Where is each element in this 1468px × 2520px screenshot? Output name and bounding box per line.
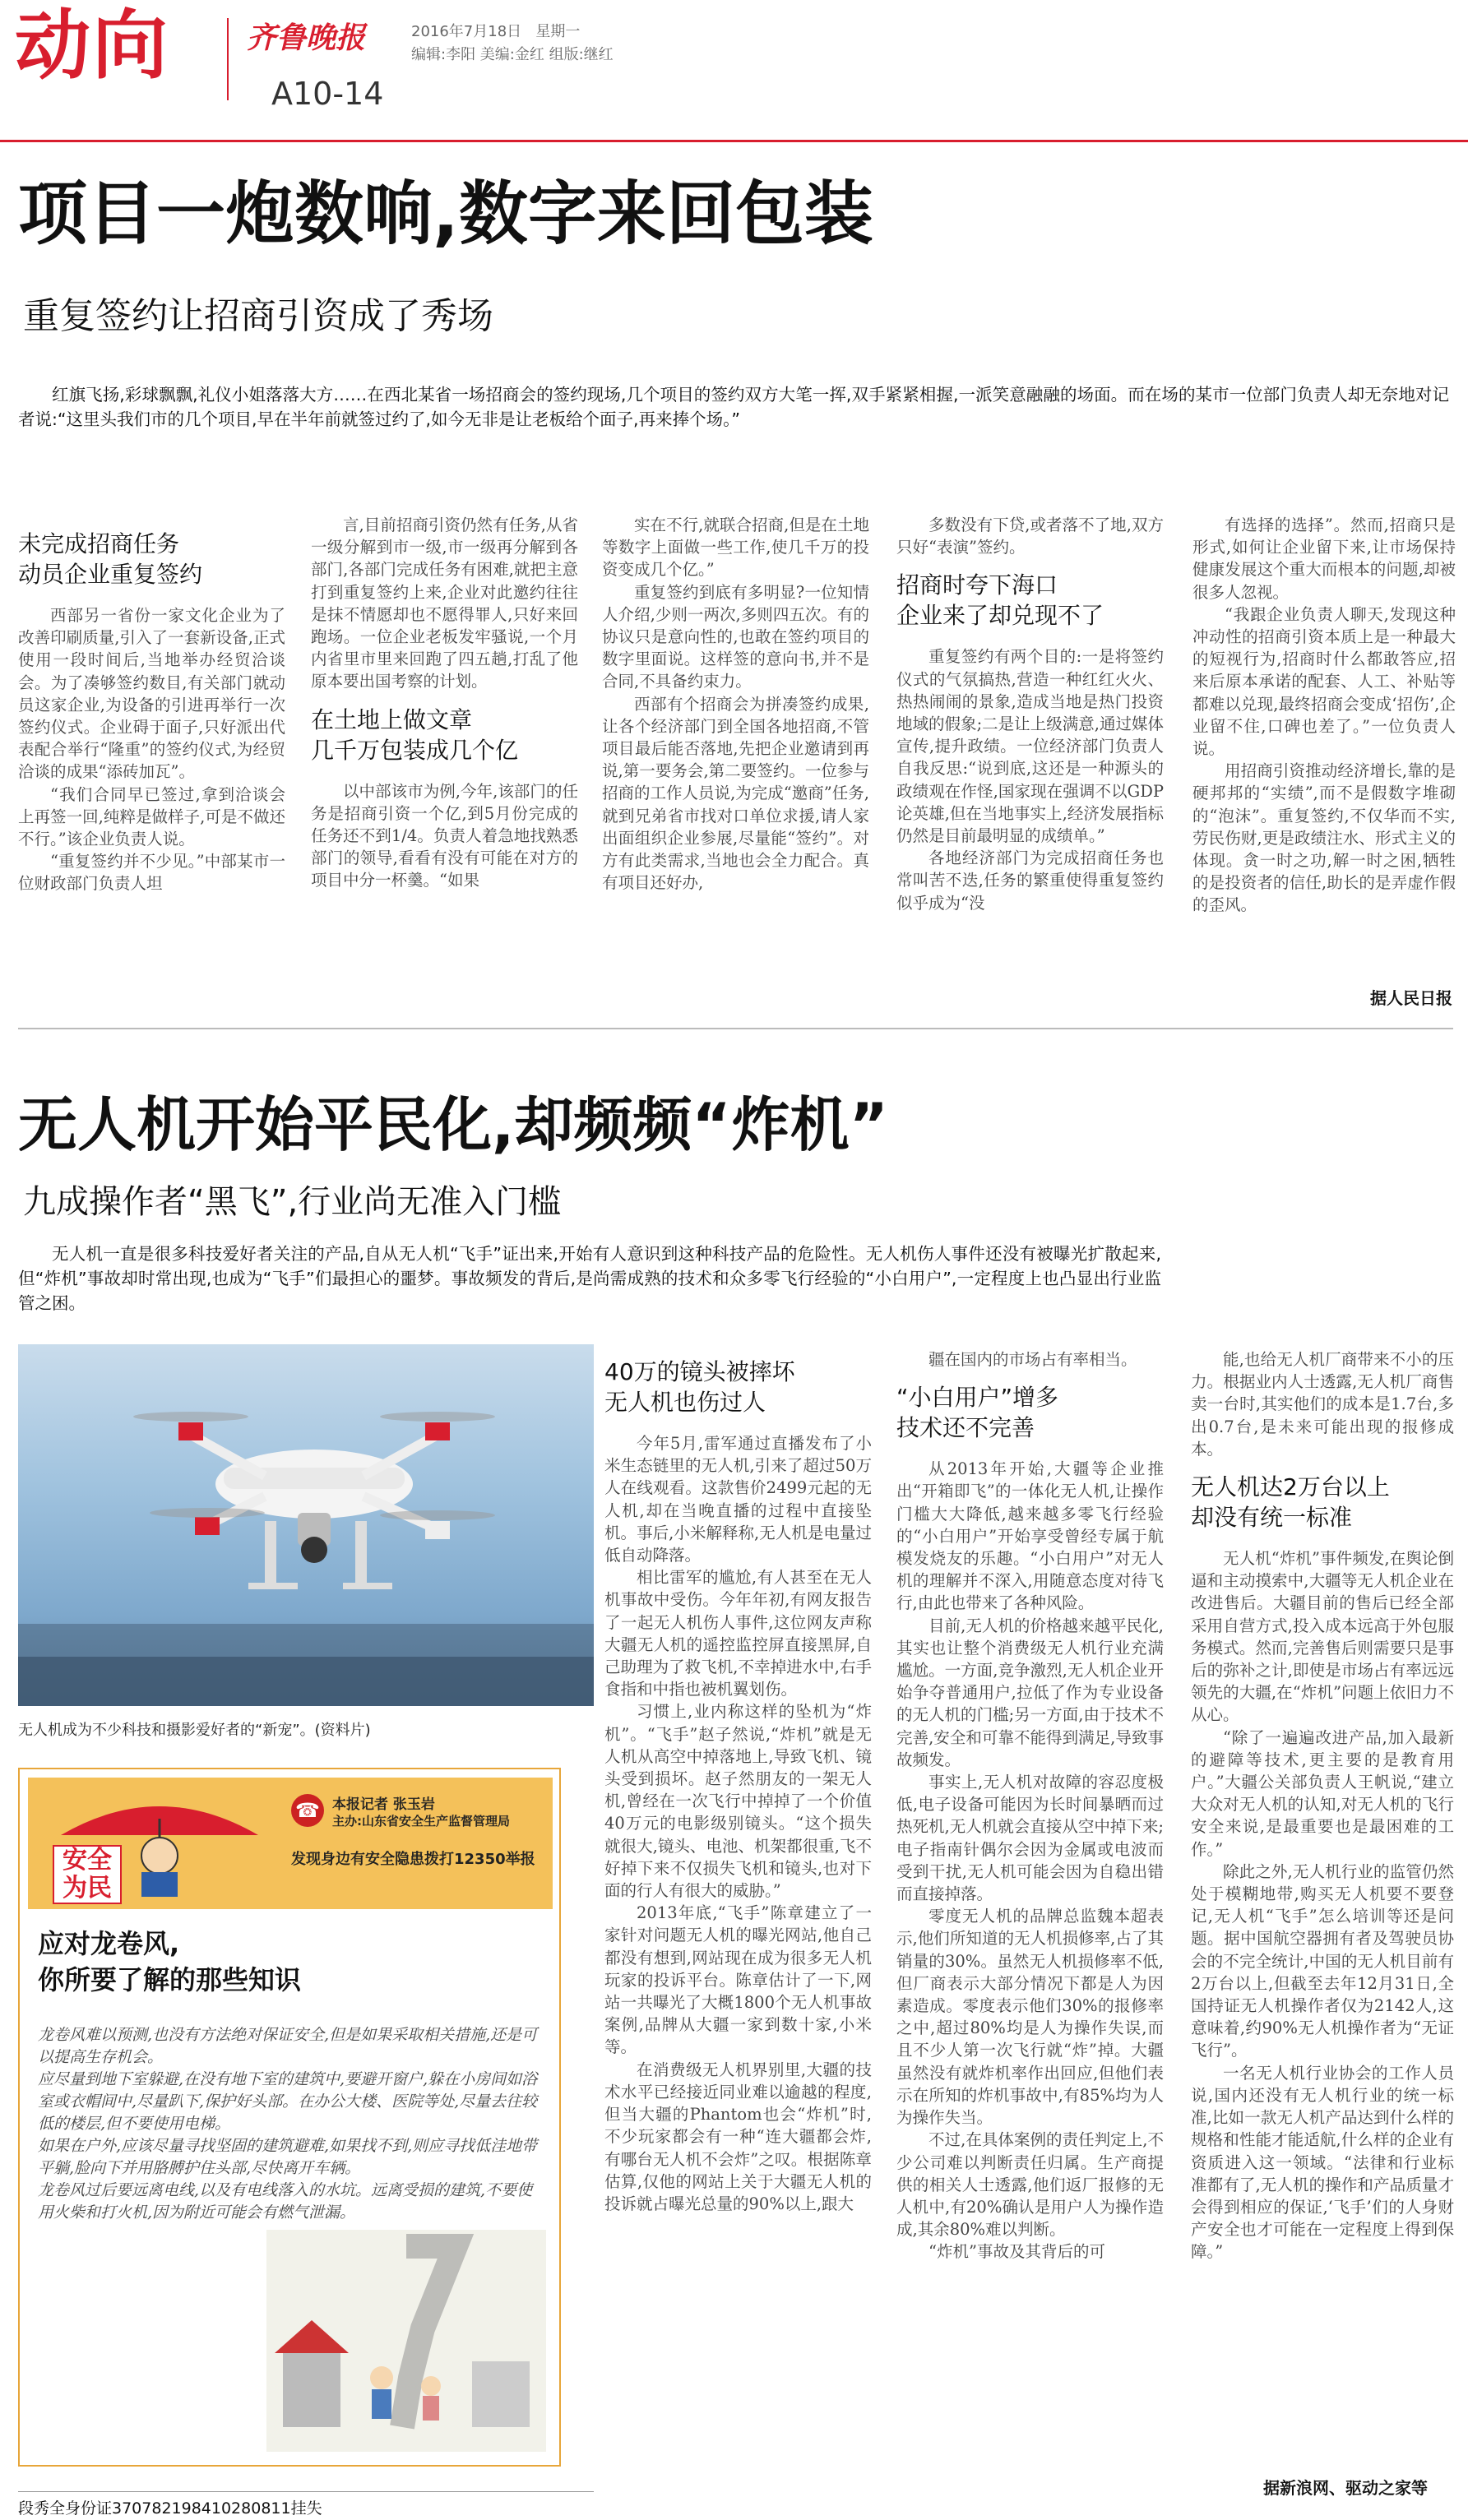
a1-col3 (602, 514, 869, 1007)
a1-col2-body (311, 514, 578, 693)
a1-subhead-2: 在土地上做文章 几千万包装成几个亿 (311, 705, 519, 764)
paragraph: 不过,在具体案例的责任判定上,不少公司难以判断责任归属。生产商提供的相关人士透露,他们返厂报修的无人机中,有20%确认是用户人为操作造成,其余80%难以判断。 (896, 2130, 1164, 2240)
article2-title: 无人机开始平民化,却频频“炸机” (18, 1090, 888, 1159)
a1-col3-body (602, 514, 869, 894)
paragraph: 实在不行,就联合招商,但是在土地等数字上面做一些工作,使几千万的投资变成几个亿。” (602, 516, 869, 580)
a1-col4b-body (896, 645, 1164, 913)
a2-col1 (604, 1348, 872, 2483)
page-number: A10-14 (271, 76, 384, 112)
paragraph: 从2013年开始,大疆等企业推出“开箱即飞”的一体化无人机,让操作门槛大大降低,越来越多零飞行经验的“小白用户”开始享受曾经专属于航模发烧友的乐趣。“小白用户”对无人机的理解并不深入,用随意态度对待飞行,由此也带来了各种风险。 (896, 1459, 1164, 1613)
a1-col5-body (1192, 514, 1456, 917)
tornado-cartoon (266, 2230, 546, 2452)
a1-credit: 据人民日报 (1365, 985, 1452, 1009)
a1-col2b-body (311, 780, 578, 892)
a2-col2b-body (896, 1458, 1164, 2263)
paragraph: 各地经济部门为完成招商任务也常叫苦不迭,任务的繁重使得重复签约似乎成为“没 (896, 848, 1164, 913)
paragraph: 西部另一省份一家文化企业为了改善印刷质量,引入了一套新设备,正式使用一段时间后,当地举办经贸洽谈会。为了凑够签约数目,有关部门就动员这家企业,为设备的引进再举行一次签约仪式。企业碍于面子,只好派出代表配合举行“隆重”的签约仪式,为经贸洽谈的成果“添砖加瓦”。 (18, 606, 285, 782)
a2-col1-body (604, 1432, 872, 2215)
paragraph: 龙卷风过后要远离电线,以及有电线落入的水坑。远离受损的建筑,不要使用火柴和打火机,因为附近可能会有燃气泄漏。 (38, 2181, 533, 2222)
paragraph: 一名无人机行业协会的工作人员说,国内还没有无人机行业的统一标准,比如一款无人机产品达到什么样的规格和性能才能适航,什么样的企业有资质进入这一领域。“法律和行业标准都有了,无人机的操作和产品质量才会得到相应的保证,‘飞手’们的人身财产安全也才可能在一定程度上得到保障。” (1191, 2063, 1454, 2262)
paragraph: 事实上,无人机对故障的容忍度极低,电子设备可能因为长时间暴晒而过热死机,无人机就会直接从空中掉下来;电子指南针偶尔会因为金属或电波而受到干扰,无人机可能会因为自稳出错而直接掉落。 (896, 1773, 1164, 1904)
paragraph: “炸机”事故及其背后的可 (928, 2242, 1105, 2262)
masthead-divider (227, 18, 229, 100)
drone-photo (18, 1344, 594, 1706)
paragraph: 疆在国内的市场占有率相当。 (928, 1350, 1137, 1369)
footer-notice: 段秀全身份证370782198410280811挂失 (18, 2499, 322, 2518)
a2-subhead-2: “小白用户”增多 技术还不完善 (896, 1384, 1059, 1442)
weekday-text: 星期一 (535, 23, 581, 40)
paragraph: 重复签约到底有多明显?一位知情人介绍,少则一两次,多则四五次。有的协议只是意向性的,也敢在签约项目的数字里面说。这样签的意向书,并不是合同,不具备约束力。 (602, 582, 869, 691)
a2-credit: 据新浪网、驱动之家等 (1258, 2475, 1428, 2499)
paragraph: 言,目前招商引资仍然有任务,从省一级分解到市一级,市一级再分解到各部门,各部门完成任务有困难,就把主意打到重复签约上来,企业对此邀约往往是抹不情愿却也不愿得罪人,只好来回跑场。一位企业老板发牢骚说,一个月内省里市里来回跑了四五趟,打乱了他原本要出国考察的计划。 (311, 516, 578, 691)
paragraph: 相比雷军的尴尬,有人甚至在无人机事故中受伤。今年年初,有网友报告了一起无人机伤人事件,这位网友声称大疆无人机的遥控监控屏直接黑屏,自己助理为了救飞机,不幸掉进水中,右手食指和中指也被机翼划伤。 (604, 1568, 872, 1699)
a1-col1-body (18, 604, 285, 895)
paragraph: “我们合同早已签过,拿到洽谈会上再签一回,纯粹是做样子,可是不做还不行。”该企业负责人说。 (18, 784, 285, 849)
box-contact-2: 主办:山东省安全生产监督管理局 (332, 1814, 511, 1829)
a2-col3 (1191, 1348, 1454, 2483)
paragraph: 多数没有下贷,或者落不了地,双方只好“表演”签约。 (896, 516, 1164, 557)
box-body (38, 2024, 541, 2224)
a2-subhead-3: 无人机达2万台以上 却没有统一标准 (1191, 1473, 1390, 1532)
paragraph: 零度无人机的品牌总监魏本超表示,他们所知道的无人机损修率,占了其销量的30%。虽然无人机损修率不低,但厂商表示大部分情况下都是人为因素造成。零度表示他们30%的报修率之中,超过80%均是人为操作失误,而且不少人第一次飞行就“炸”掉。大疆虽然没有就炸机率作出回应,但他们表示在所知的炸机事故中,有85%均为人为操作失当。 (896, 1907, 1164, 2128)
paragraph: “我跟企业负责人聊天,发现这种冲动性的招商引资本质上是一种最大的短视行为,招商时什么都敢答应,招来后原本承诺的配套、人工、补贴等都难以兑现,最终招商会变成‘招伤’,企业留不住,口碑也差了。”一位负责人说。 (1192, 604, 1456, 759)
article1-lead: 红旗飞扬,彩球飘飘,礼仪小姐落落大方……在西北某省一场招商会的签约现场,几个项目的签约双方大笔一挥,双手紧紧相握,一派笑意融融的场面。而在场的某市一位部门负责人却无奈地对记者说:“这里头我们市的几个项目,早在半年前就签过约了,如今无非是让老板给个面子,再来捧个场。” (18, 385, 1449, 429)
paragraph: 目前,无人机的价格越来越平民化,其实也让整个消费级无人机行业充满尴尬。一方面,竞争激烈,无人机企业开始争夺普通用户,拉低了作为专业设备的无人机的门槛;另一方面,由于技术不完善,安全和可靠不能得到满足,导致事故频发。 (896, 1616, 1164, 1769)
paragraph: 以中部该市为例,今年,该部门的任务是招商引资一个亿,到5月份完成的任务还不到1/4。负责人着急地找熟悉部门的领导,看看有没有可能在对方的项目中分一杯羹。“如果 (311, 781, 578, 890)
paragraph: 除此之外,无人机行业的监管仍然处于模糊地带,购买无人机要不要登记,无人机“飞手”怎么培训等还是问题。据中国航空器拥有者及驾驶员协会的不完全统计,中国的无人机目前有2万台以上,但截至去年12月31日,全国持证无人机操作者仅为2142人,这意味着,约90%无人机操作者为“无证飞行”。 (1191, 1861, 1454, 2060)
paragraph: 用招商引资推动经济增长,靠的是硬邦邦的“实绩”,而不是假数字堆砌的“泡沫”。重复签约,不仅华而不实,劳民伤财,更是政绩注水、形式主义的体现。贪一时之功,解一时之困,牺牲的是投资者的信任,助长的是弄虚作假的歪风。 (1192, 761, 1456, 915)
box-title: 应对龙卷风, 你所要了解的那些知识 (38, 1928, 302, 1995)
paragraph: “重复签约并不少见。”中部某市一位财政部门负责人坦 (18, 852, 285, 894)
paragraph: 无人机“炸机”事件频发,在舆论倒逼和主动摸索中,大疆等无人机企业在改进售后。大疆目前的售后已经全部采用自营方式,投入成本远高于外包服务模式。然而,完善售后则需要只是事后的弥补之计,即使是市场占有率远远领先的大疆,在“炸机”问题上依旧力不从心。 (1191, 1549, 1454, 1725)
box-contact-1: 本报记者 张玉岩 (332, 1796, 435, 1813)
paragraph: 有选择的选择”。然而,招商只是形式,如何让企业留下来,让市场保持健康发展这个重大而根本的问题,却被很多人忽视。 (1192, 516, 1456, 602)
paragraph: 能,也给无人机厂商带来不小的压力。根据业内人士透露,无人机厂商售卖一台时,其实他们的成本是1.7台,多出0.7台,是未来可能出现的报修成本。 (1191, 1350, 1454, 1459)
a1-subhead-1: 未完成招商任务 动员企业重复签约 (18, 530, 203, 588)
section-title: 动向 (15, 2, 170, 90)
article2-lead: 无人机一直是很多科技爱好者关注的产品,自从无人机“飞手”证出来,开始有人意识到这种科技产品的危险性。无人机伤人事件还没有被曝光扩散起来,但“炸机”事故却时常出现,也成为“飞手”们最担心的噩梦。事故频发的背后,是尚需成熟的技术和众多零飞行经验的“小白用户”,一定程度上也凸显出行业监管之困。 (18, 1244, 1161, 1313)
safety-badge: 安全为民 (53, 1845, 122, 1904)
paragraph: 应尽量到地下室躲避,在没有地下室的建筑中,要避开窗户,躲在小房间如浴室或衣帽间中,尽量趴下,保护好头部。在办公大楼、医院等处,尽量去往较低的楼层,但不要使用电梯。 (38, 2070, 538, 2133)
a1-col2 (311, 514, 578, 1007)
date-text: 2016年7月18日 (411, 23, 522, 40)
paragraph: “除了一遍遍改进产品,加入最新的避障等技术,更主要的是教育用户。”大疆公关部负责人王帆说,“建立大众对无人机的认知,对无人机的飞行安全来说,是最重要也是最困难的工作。” (1191, 1727, 1454, 1859)
footer-rule (18, 2491, 594, 2492)
safety-box (18, 1768, 561, 2467)
article1-subtitle: 重复签约让招商引资成了秀场 (23, 295, 493, 337)
paragraph: 在消费级无人机界别里,大疆的技术水平已经接近同业难以逾越的程度,但当大疆的Phantom也会“炸机”时,不少玩家都会有一种“连大疆都会炸,有哪台无人机不会炸”之叹。根据陈章估算,仅他的网站上关于大疆无人机的投诉就占曝光总量的90%以上,跟大 (604, 2060, 872, 2213)
section-divider (18, 1028, 1453, 1029)
a2-subhead-1: 40万的镜头被摔坏 无人机也伤过人 (604, 1358, 795, 1416)
a2-col2 (896, 1348, 1164, 2483)
paragraph: 如果在户外,应该尽量寻找坚固的建筑避难,如果找不到,则应寻找低洼地带平躺,脸向下并用胳膊护住头部,尽快离开车辆。 (38, 2137, 538, 2177)
masthead-rule (0, 140, 1468, 142)
paragraph: 龙卷风难以预测,也没有方法绝对保证安全,但是如果采取相关措施,还是可以提高生存机会。 (38, 2026, 538, 2066)
paragraph: 今年5月,雷军通过直播发布了小米生态链里的无人机,引来了超过50万人在线观看。这款售价2499元起的无人机,却在当晚直播的过程中直接坠机。事后,小米解释称,无人机是电量过低自动降落。 (604, 1434, 872, 1565)
a2-col3b-body (1191, 1547, 1454, 2263)
paragraph: 2013年底,“飞手”陈章建立了一家针对问题无人机的曝光网站,他自己都没有想到,网站现在成为很多无人机玩家的投诉平台。陈章估计了一下,网站一共曝光了大概1800个无人机事故案例,品牌从大疆一家到数十家,小米等。 (604, 1903, 872, 2057)
box-hotline: 发现身边有安全隐患拨打12350举报 (291, 1851, 535, 1868)
a2-col2-body (896, 1348, 1164, 1371)
article1-title: 项目一炮数响,数字来回包装 (18, 173, 873, 254)
photo-caption: 无人机成为不少科技和摄影爱好者的“新宠”。(资料片) (18, 1722, 371, 1739)
a2-col3-body (1191, 1348, 1454, 1460)
a1-col4-body (896, 514, 1164, 558)
paragraph: 习惯上,业内称这样的坠机为“炸机”。“飞手”赵子然说,“炸机”就是无人机从高空中掉落地上,导致飞机、镜头受到损坏。赵子然朋友的一架无人机,曾经在一次飞行中掉掉了一个价值40万元的电影级别镜头。“这个损失就很大,镜头、电池、机架都很重,飞不好掉下来不仅损失飞机和镜头,也对下面的行人有很大的威胁。” (604, 1702, 872, 1901)
a1-col5 (1192, 514, 1456, 1007)
masthead-date (411, 20, 580, 41)
masthead-editors: 编辑:李阳 美编:金红 组版:继红 (411, 46, 614, 63)
article2-subtitle: 九成操作者“黑飞”,行业尚无准入门槛 (23, 1183, 562, 1221)
paragraph: 西部有个招商会为拼凑签约成果,让各个经济部门到全国各地招商,不管项目最后能否落地,先把企业邀请到再说,第一要务会,第二要签约。一位参与招商的工作人员说,为完成“邀商”任务,就到兄弟省市找对口单位求援,请人家出面组织企业参展,尽量能“签约”。对方有此类需求,当地也会全力配合。真有项目还好办, (602, 694, 869, 893)
paper-name: 齐鲁晚报 (247, 21, 366, 55)
a1-col4 (896, 514, 1164, 1007)
paragraph: 重复签约有两个目的:一是将签约仪式的气氛搞热,营造一种红红火火、热热闹闹的景象,造成当地是热门投资地域的假象;二是让上级满意,通过媒体宣传,提升政绩。一位经济部门负责人自我反思:“说到底,这还是一种源头的政绩观在作怪,国家现在强调不以GDP论英雄,但在当地事实上,经济发展指标仍然是目前最明显的成绩单。” (896, 647, 1164, 846)
phone-icon: ☎ (291, 1794, 324, 1827)
drone-illustration (18, 1344, 594, 1706)
a1-subhead-3: 招商时夸下海口 企业来了却兑现不了 (896, 571, 1104, 630)
a1-col1 (18, 514, 285, 1007)
